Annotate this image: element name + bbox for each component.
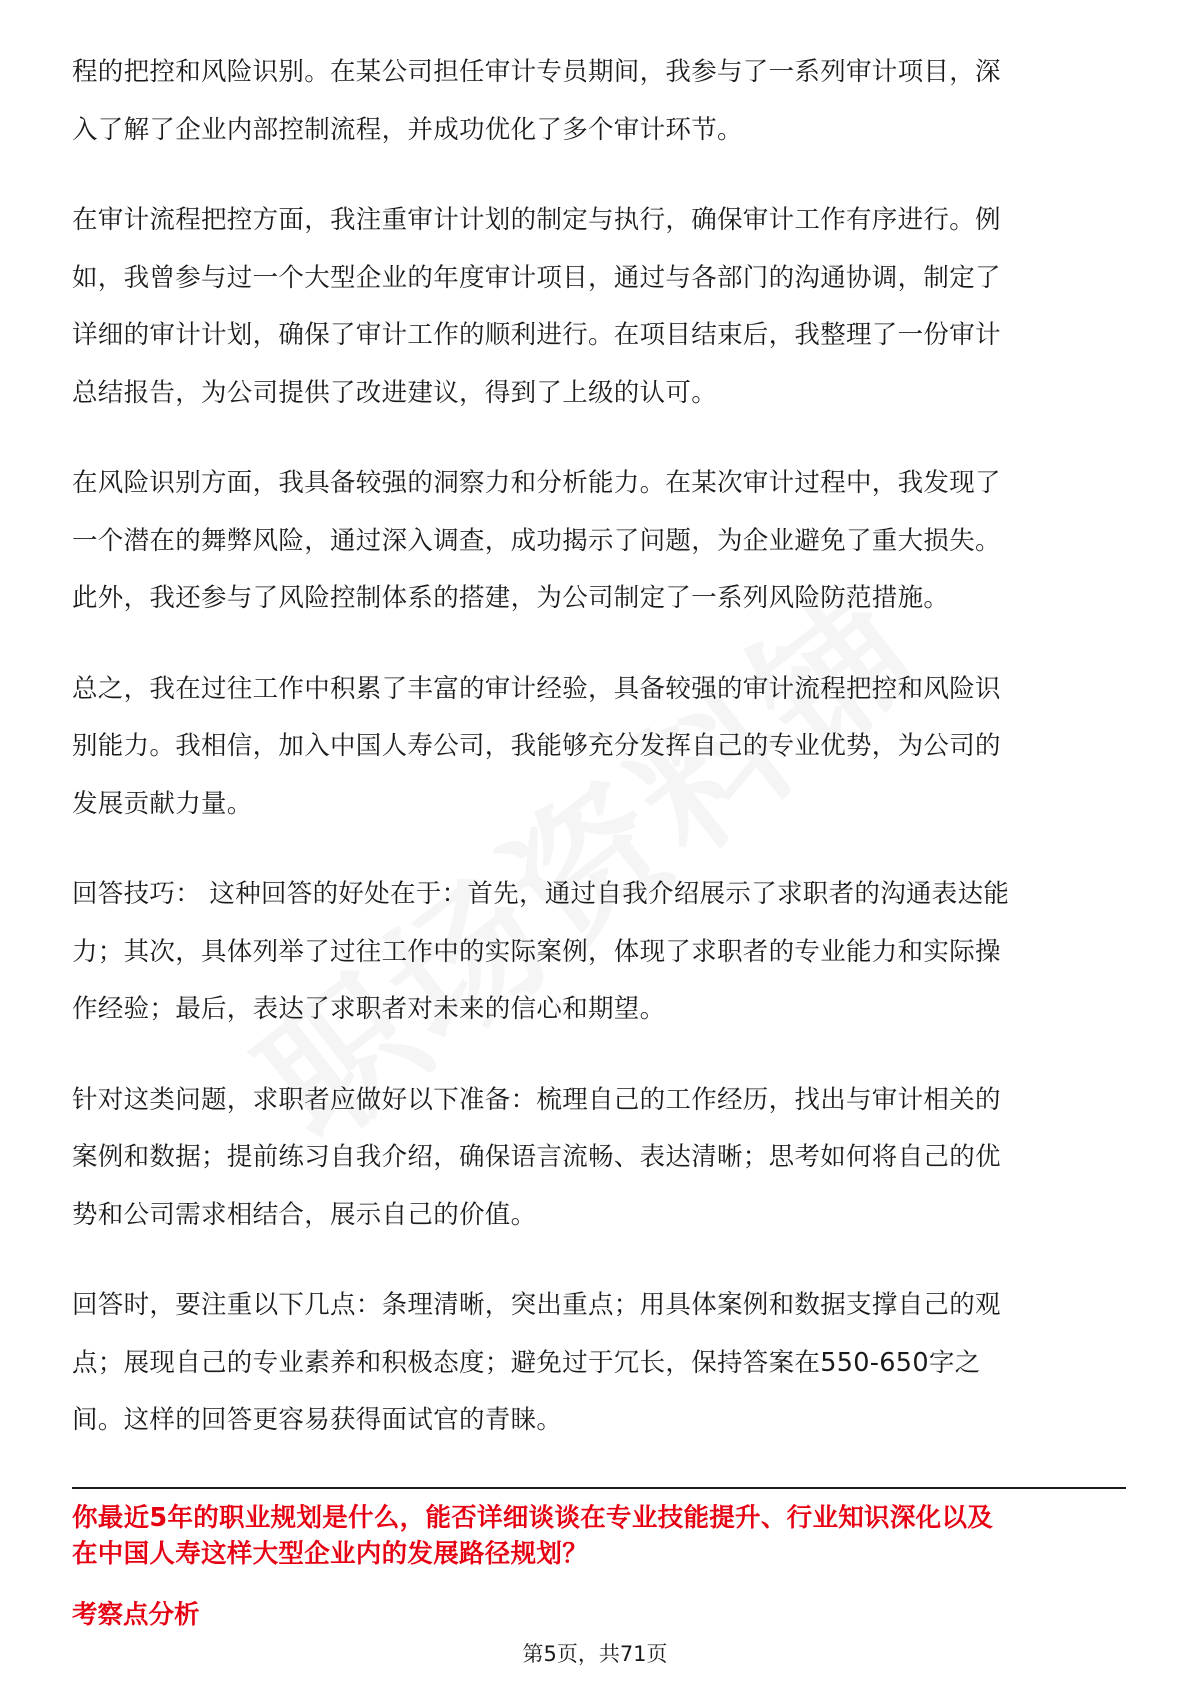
paragraph (72, 44, 1132, 159)
text-line: 发展贡献力量。 (72, 788, 253, 819)
text-line: 回答技巧： 这种回答的好处在于：首先，通过自我介绍展示了求职者的沟通表达能 (72, 879, 1010, 909)
body-content (72, 44, 1132, 1483)
text-line: 针对这类问题，求职者应做好以下准备：梳理自己的工作经历，找出与审计相关的 (72, 1084, 1001, 1115)
interview-question (72, 1500, 1132, 1572)
text-line: 程的把控和风险识别。在某公司担任审计专员期间，我参与了一系列审计项目，深 (72, 57, 1001, 87)
text-line: 总之，我在过往工作中积累了丰富的审计经验，具备较强的审计流程把控和风险识 (72, 673, 1001, 704)
page-number: 第5页，共71页 (522, 1642, 668, 1666)
question-line: 在中国人寿这样大型企业内的发展路径规划？ (72, 1539, 589, 1569)
answer-tips-paragraph (72, 866, 1132, 1039)
paragraph (72, 455, 1132, 628)
paragraph (72, 1072, 1132, 1245)
text-line: 势和公司需求相结合，展示自己的价值。 (72, 1199, 537, 1230)
text-line: 作经验；最后，表达了求职者对未来的信心和期望。 (72, 994, 666, 1024)
text-line: 间。这样的回答更容易获得面试官的青睐。 (72, 1405, 563, 1435)
text-line: 入了解了企业内部控制流程，并成功优化了多个审计环节。 (72, 114, 743, 145)
text-line: 在审计流程把控方面，我注重审计计划的制定与执行，确保审计工作有序进行。例 (72, 205, 1001, 235)
text-line: 点；展现自己的专业素养和积极态度；避免过于冗长，保持答案在550-650字之 (72, 1347, 981, 1378)
text-line: 总结报告，为公司提供了改进建议，得到了上级的认可。 (72, 377, 718, 408)
text-line: 在风险识别方面，我具备较强的洞察力和分析能力。在某次审计过程中，我发现了 (72, 468, 1001, 498)
question-line: 你最近5年的职业规划是什么，能否详细谈谈在专业技能提升、行业知识深化以及 (72, 1503, 994, 1533)
text-line: 案例和数据；提前练习自我介绍，确保语言流畅、表达清晰；思考如何将自己的优 (72, 1142, 1001, 1172)
text-line: 如，我曾参与过一个大型企业的年度审计项目，通过与各部门的沟通协调，制定了 (72, 262, 1001, 293)
section-divider (72, 1487, 1126, 1489)
text-line: 详细的审计计划，确保了审计工作的顺利进行。在项目结束后，我整理了一份审计 (72, 320, 1001, 350)
text-line: 别能力。我相信，加入中国人寿公司，我能够充分发挥自己的专业优势，为公司的 (72, 731, 1001, 761)
text-line: 一个潜在的舞弊风险，通过深入调查，成功揭示了问题，为企业避免了重大损失。 (72, 525, 1001, 556)
section-heading: 考察点分析 (72, 1600, 200, 1630)
text-line: 此外，我还参与了风险控制体系的搭建，为公司制定了一系列风险防范措施。 (72, 583, 950, 613)
paragraph (72, 1277, 1132, 1450)
paragraph (72, 661, 1132, 834)
text-line: 回答时，要注重以下几点：条理清晰，突出重点；用具体案例和数据支撑自己的观 (72, 1290, 1001, 1320)
paragraph (72, 192, 1132, 422)
text-line: 力；其次，具体列举了过往工作中的实际案例，体现了求职者的专业能力和实际操 (72, 936, 1001, 967)
